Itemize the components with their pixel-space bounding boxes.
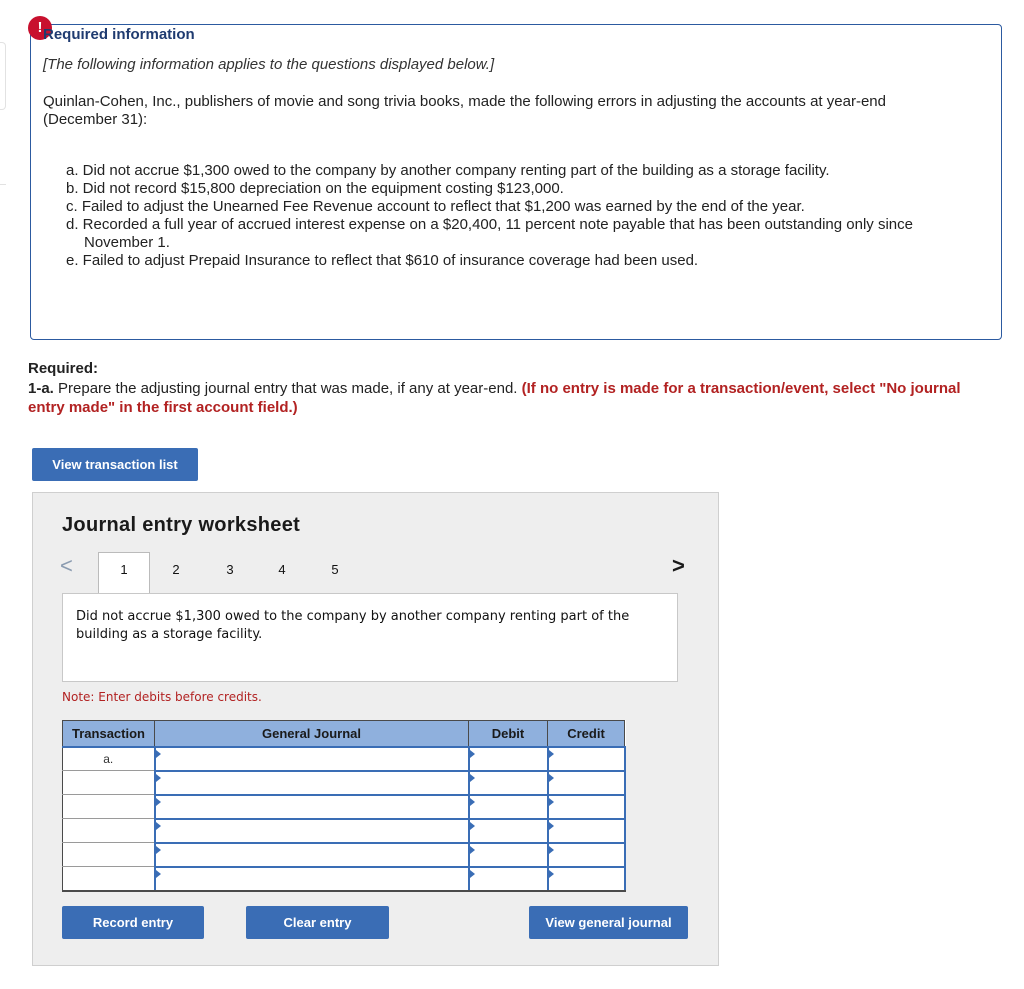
transaction-cell [63, 867, 155, 891]
tab-4[interactable]: 4 [278, 562, 286, 577]
account-field[interactable] [155, 795, 469, 819]
account-input[interactable] [156, 748, 468, 770]
tab-5[interactable]: 5 [331, 562, 339, 577]
account-field[interactable] [155, 747, 469, 771]
view-transaction-list-button[interactable]: View transaction list [32, 448, 198, 481]
credit-input[interactable] [549, 844, 624, 866]
transaction-cell [63, 819, 155, 843]
credit-input[interactable] [549, 820, 624, 842]
credit-input[interactable] [549, 748, 624, 770]
chevron-left-icon[interactable]: < [60, 553, 73, 578]
credit-field[interactable] [548, 867, 625, 891]
required-instruction [28, 379, 988, 417]
account-input[interactable] [156, 772, 468, 794]
debit-field[interactable] [469, 747, 548, 771]
chevron-right-icon[interactable]: > [672, 553, 685, 578]
error-item-b: b. Did not record $15,800 depreciation on the equipment costing $123,000. [66, 180, 564, 197]
transaction-cell: a. [63, 747, 155, 771]
table-row [63, 771, 625, 795]
credit-field[interactable] [548, 771, 625, 795]
credit-input[interactable] [549, 868, 624, 890]
credit-input[interactable] [549, 796, 624, 818]
worksheet-title: Journal entry worksheet [62, 514, 301, 536]
debit-field[interactable] [469, 795, 548, 819]
account-field[interactable] [155, 819, 469, 843]
account-input[interactable] [156, 820, 468, 842]
debit-field[interactable] [469, 867, 548, 891]
debit-input[interactable] [470, 844, 547, 866]
tab-2[interactable]: 2 [172, 562, 180, 577]
part-label: 1-a. [28, 380, 54, 397]
credit-field[interactable] [548, 795, 625, 819]
table-row [63, 843, 625, 867]
view-general-journal-button[interactable]: View general journal [529, 906, 688, 939]
info-note: [The following information applies to the questions displayed below.] [43, 56, 495, 73]
tab-3[interactable]: 3 [226, 562, 234, 577]
header-credit: Credit [548, 721, 625, 747]
error-list [66, 162, 946, 270]
debit-input[interactable] [470, 796, 547, 818]
table-row [63, 867, 625, 891]
info-title: Required information [43, 26, 195, 43]
error-item-c: c. Failed to adjust the Unearned Fee Revenue account to reflect that $1,200 was earned by the end of the year. [66, 198, 805, 215]
account-field[interactable] [155, 771, 469, 795]
side-panel-divider [0, 184, 6, 185]
info-intro: Quinlan-Cohen, Inc., publishers of movie and song trivia books, made the following errors in adjusting the accounts at year-end (December 31): [43, 93, 886, 128]
table-row [63, 747, 625, 771]
account-input[interactable] [156, 868, 468, 890]
debit-field[interactable] [469, 819, 548, 843]
error-item-e: e. Failed to adjust Prepaid Insurance to reflect that $610 of insurance coverage had been used. [66, 252, 699, 269]
table-row [63, 795, 625, 819]
account-field[interactable] [155, 843, 469, 867]
debit-input[interactable] [470, 772, 547, 794]
transaction-cell [63, 795, 155, 819]
instruction-highlight: (If no entry is made for a transaction/event, select "No journal entry made" in the first account field.) [28, 380, 961, 416]
debit-input[interactable] [470, 868, 547, 890]
account-input[interactable] [156, 844, 468, 866]
clear-entry-button[interactable]: Clear entry [246, 906, 389, 939]
debit-field[interactable] [469, 771, 548, 795]
account-input[interactable] [156, 796, 468, 818]
header-debit: Debit [469, 721, 548, 747]
instruction-text: Prepare the adjusting journal entry that was made, if any at year-end. [53, 380, 522, 397]
table-row [63, 819, 625, 843]
alert-icon: ! [28, 16, 52, 40]
credit-field[interactable] [548, 819, 625, 843]
transaction-cell [63, 843, 155, 867]
header-general-journal: General Journal [155, 721, 469, 747]
error-item-d: d. Recorded a full year of accrued interest expense on a $20,400, 11 percent note payable that has been outstanding only since November 1. [66, 216, 913, 251]
record-entry-button[interactable]: Record entry [62, 906, 204, 939]
credit-input[interactable] [549, 772, 624, 794]
error-item-a: a. Did not accrue $1,300 owed to the company by another company renting part of the building as a storage facility. [66, 162, 830, 179]
transaction-cell [63, 771, 155, 795]
tab-1[interactable]: 1 [98, 552, 150, 594]
debits-note: Note: Enter debits before credits. [62, 690, 262, 704]
transaction-description: Did not accrue $1,300 owed to the company by another company renting part of the building as a storage facility. [76, 609, 630, 642]
account-field[interactable] [155, 867, 469, 891]
side-panel-edge [0, 42, 6, 110]
debit-input[interactable] [470, 820, 547, 842]
debit-field[interactable] [469, 843, 548, 867]
debit-input[interactable] [470, 748, 547, 770]
required-title: Required: [28, 360, 99, 377]
credit-field[interactable] [548, 843, 625, 867]
header-transaction: Transaction [63, 721, 155, 747]
journal-entry-table [62, 720, 626, 892]
credit-field[interactable] [548, 747, 625, 771]
